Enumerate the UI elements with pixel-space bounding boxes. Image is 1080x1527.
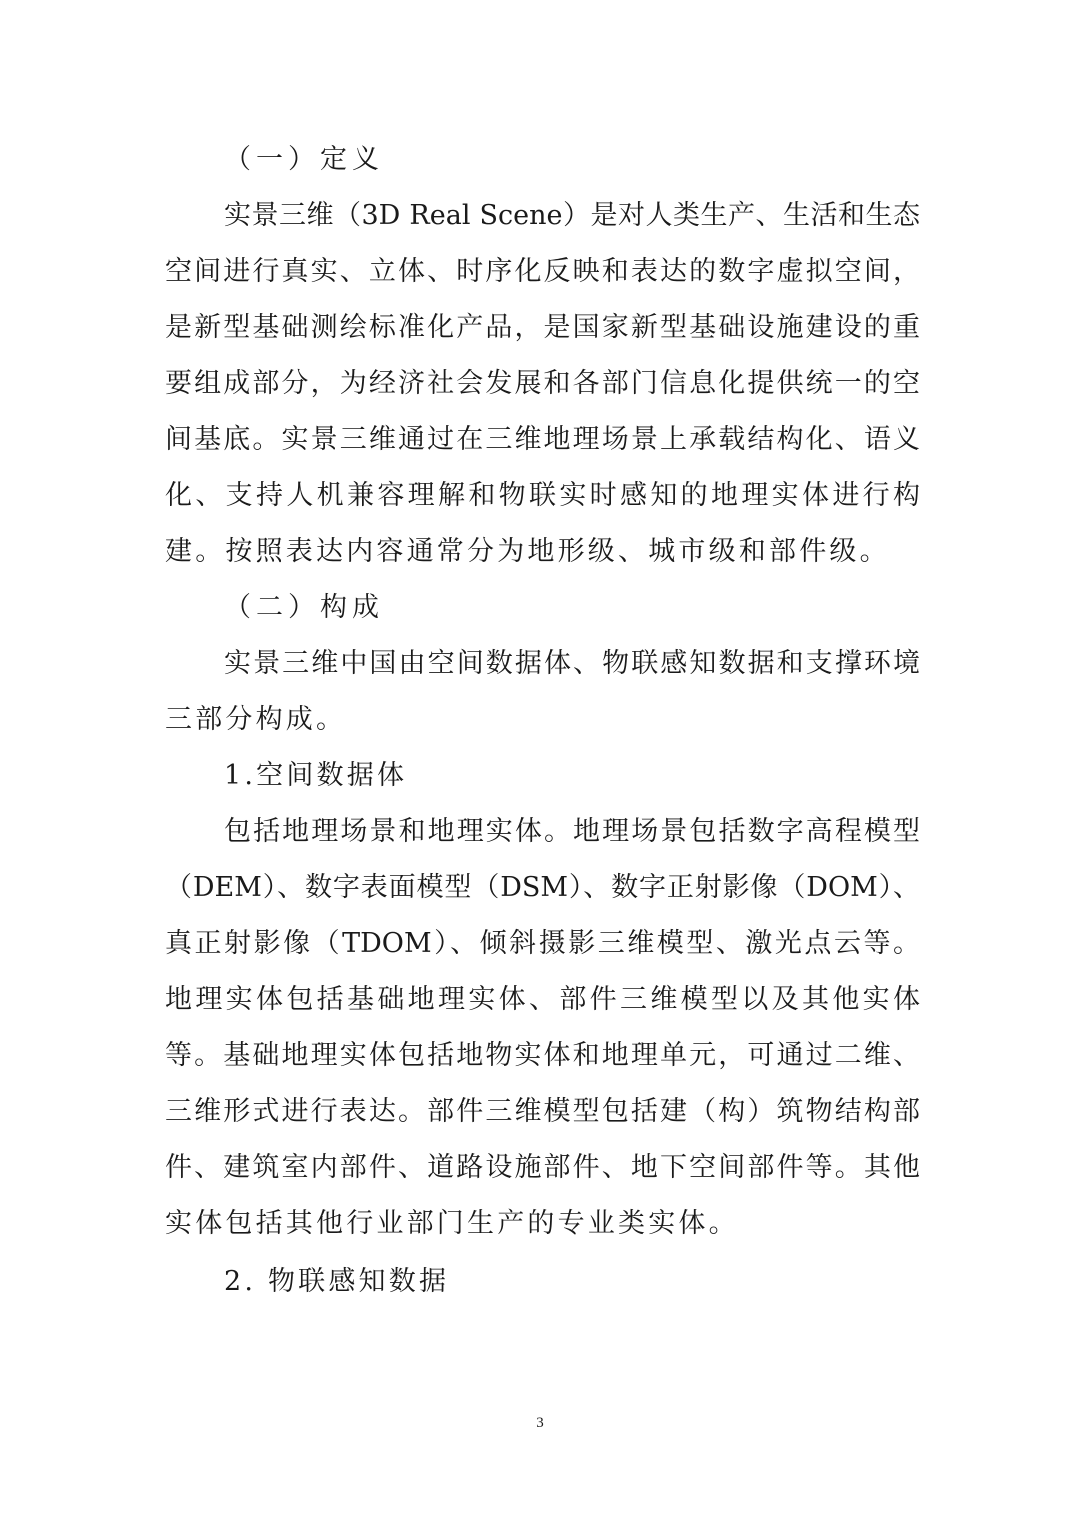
paragraph-line: 实景三维（3D Real Scene）是对人类生产、生活和生态 bbox=[224, 200, 920, 231]
paragraph-line: 间基底。实景三维通过在三维地理场景上承载结构化、语义 bbox=[165, 424, 920, 455]
paragraph-line: 包括地理场景和地理实体。地理场景包括数字高程模型 bbox=[224, 816, 920, 847]
page-number: 3 bbox=[536, 1415, 544, 1431]
paragraph-line: 地理实体包括基础地理实体、部件三维模型以及其他实体 bbox=[165, 984, 920, 1015]
section-heading-composition: （二）构成 bbox=[224, 592, 384, 623]
subheading-iot-data: 2. 物联感知数据 bbox=[224, 1266, 450, 1297]
paragraph-line: 等。基础地理实体包括地物实体和地理单元，可通过二维、 bbox=[165, 1040, 920, 1071]
paragraph-line: 化、支持人机兼容理解和物联实时感知的地理实体进行构 bbox=[165, 480, 920, 511]
paragraph-line: 要组成部分，为经济社会发展和各部门信息化提供统一的空 bbox=[165, 368, 920, 399]
paragraph-line: 空间进行真实、立体、时序化反映和表达的数字虚拟空间， bbox=[165, 256, 920, 287]
paragraph-line: 建。按照表达内容通常分为地形级、城市级和部件级。 bbox=[165, 536, 890, 567]
paragraph-line: 件、建筑室内部件、道路设施部件、地下空间部件等。其他 bbox=[165, 1152, 920, 1183]
paragraph-line: 是新型基础测绘标准化产品，是国家新型基础设施建设的重 bbox=[165, 312, 920, 343]
paragraph-line: 实景三维中国由空间数据体、物联感知数据和支撑环境 bbox=[224, 648, 920, 679]
paragraph-line: 三部分构成。 bbox=[165, 704, 347, 735]
paragraph-line: 真正射影像（TDOM）、倾斜摄影三维模型、激光点云等。 bbox=[165, 928, 920, 959]
paragraph-line: （DEM）、数字表面模型（DSM）、数字正射影像（DOM）、 bbox=[165, 872, 920, 903]
paragraph-line: 实体包括其他行业部门生产的专业类实体。 bbox=[165, 1208, 739, 1239]
subheading-spatial-data: 1.空间数据体 bbox=[224, 760, 408, 791]
section-heading-definition: （一）定义 bbox=[224, 144, 384, 175]
paragraph-line: 三维形式进行表达。部件三维模型包括建（构）筑物结构部 bbox=[165, 1096, 920, 1127]
